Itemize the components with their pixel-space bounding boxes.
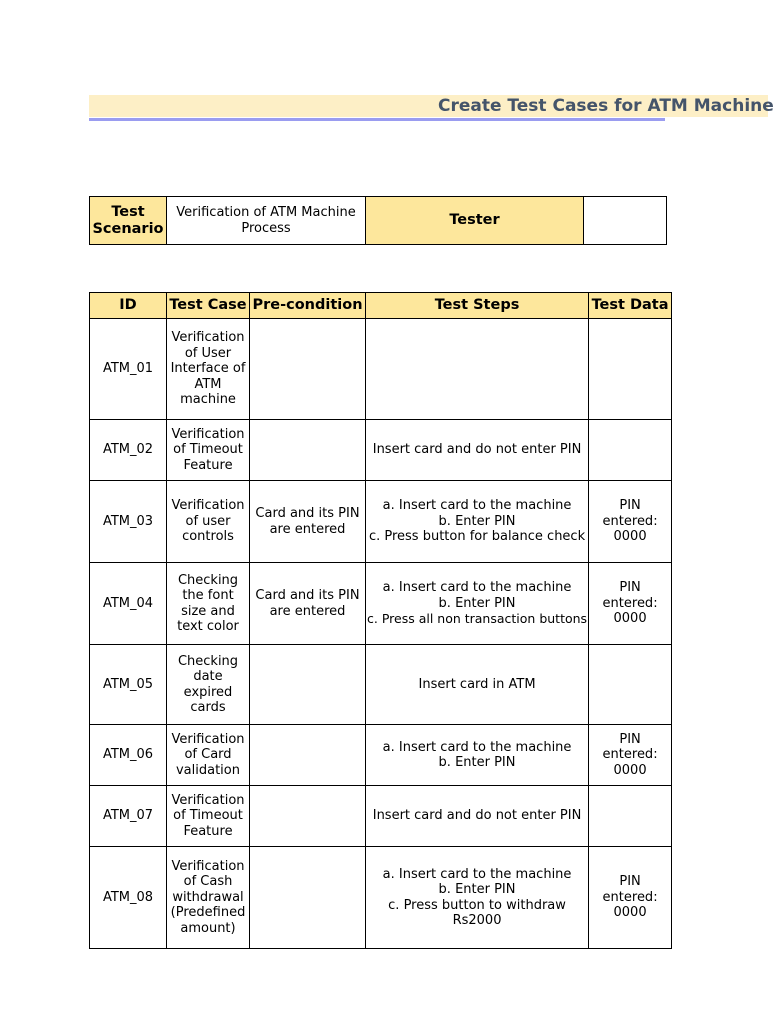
test-step: a. Insert card to the machine [382, 498, 572, 514]
row-test-case: Verification of Timeout Feature [167, 420, 250, 481]
test-step: Insert card and do not enter PIN [372, 442, 582, 458]
table-row [90, 645, 672, 725]
row-test-case: Verification of Cash withdrawal (Predefined amount) [167, 847, 250, 949]
row-test-case: Verification of user controls [167, 481, 250, 563]
row-id: ATM_02 [90, 420, 167, 481]
test-step: b. Enter PIN [438, 513, 516, 529]
row-precondition [250, 725, 366, 786]
row-precondition [250, 420, 366, 481]
test-step: c. Press button for balance check [368, 529, 586, 545]
row-test-data [589, 319, 672, 420]
table-row [90, 420, 672, 481]
row-precondition: Card and its PIN are entered [250, 481, 366, 563]
row-steps [366, 563, 589, 645]
test-step: c. Press button to withdraw Rs2000 [388, 897, 566, 928]
row-id: ATM_08 [90, 847, 167, 949]
table-row [90, 319, 672, 420]
table-row [90, 563, 672, 645]
scenario-value: Verification of ATM Machine Process [167, 197, 366, 245]
row-steps [366, 481, 589, 563]
table-header-row [90, 293, 672, 319]
row-id: ATM_07 [90, 786, 167, 847]
row-test-data: PIN entered: 0000 [589, 847, 672, 949]
scenario-label: Test Scenario [90, 197, 167, 245]
row-precondition: Card and its PIN are entered [250, 563, 366, 645]
row-test-case: Verification of User Interface of ATM machine [167, 319, 250, 420]
row-precondition [250, 847, 366, 949]
row-steps [366, 847, 589, 949]
tester-label: Tester [366, 197, 584, 245]
header-precondition: Pre-condition [250, 293, 366, 319]
test-case-table [89, 292, 672, 949]
row-test-case: Checking the font size and text color [167, 563, 250, 645]
test-step: a. Insert card to the machine [382, 739, 572, 755]
row-test-case: Verification of Card validation [167, 725, 250, 786]
test-step: b. Enter PIN [438, 755, 516, 770]
row-steps [366, 420, 589, 481]
header-test-data: Test Data [589, 293, 672, 319]
row-test-data [589, 786, 672, 847]
row-steps [366, 725, 589, 786]
test-step: Insert card and do not enter PIN [372, 808, 582, 824]
row-id: ATM_03 [90, 481, 167, 563]
header-id: ID [90, 293, 167, 319]
table-row [90, 786, 672, 847]
row-steps [366, 319, 589, 420]
row-test-case: Checking date expired cards [167, 645, 250, 725]
page-title: Create Test Cases for ATM Machine [438, 96, 774, 116]
row-test-data: PIN entered: 0000 [589, 563, 672, 645]
row-test-case: Verification of Timeout Feature [167, 786, 250, 847]
row-id: ATM_06 [90, 725, 167, 786]
row-test-data: PIN entered: 0000 [589, 725, 672, 786]
scenario-row [90, 197, 667, 245]
test-step: a. Insert card to the machine [382, 580, 572, 596]
row-id: ATM_05 [90, 645, 167, 725]
test-step: c. Press all non transaction buttons [367, 611, 588, 627]
row-test-data [589, 420, 672, 481]
test-step: b. Enter PIN [438, 882, 516, 897]
table-row [90, 725, 672, 786]
row-id: ATM_04 [90, 563, 167, 645]
tester-value [584, 197, 667, 245]
test-step: Insert card in ATM [418, 676, 536, 692]
row-id: ATM_01 [90, 319, 167, 420]
row-precondition [250, 319, 366, 420]
row-steps [366, 645, 589, 725]
row-test-data [589, 645, 672, 725]
test-step: b. Enter PIN [438, 595, 516, 611]
table-row [90, 481, 672, 563]
row-steps [366, 786, 589, 847]
title-underline [89, 118, 665, 121]
row-precondition [250, 786, 366, 847]
header-test-steps: Test Steps [366, 293, 589, 319]
test-step: a. Insert card to the machine [382, 866, 572, 882]
table-row [90, 847, 672, 949]
row-test-data: PIN entered: 0000 [589, 481, 672, 563]
scenario-table [89, 196, 667, 245]
row-precondition [250, 645, 366, 725]
header-test-case: Test Case [167, 293, 250, 319]
